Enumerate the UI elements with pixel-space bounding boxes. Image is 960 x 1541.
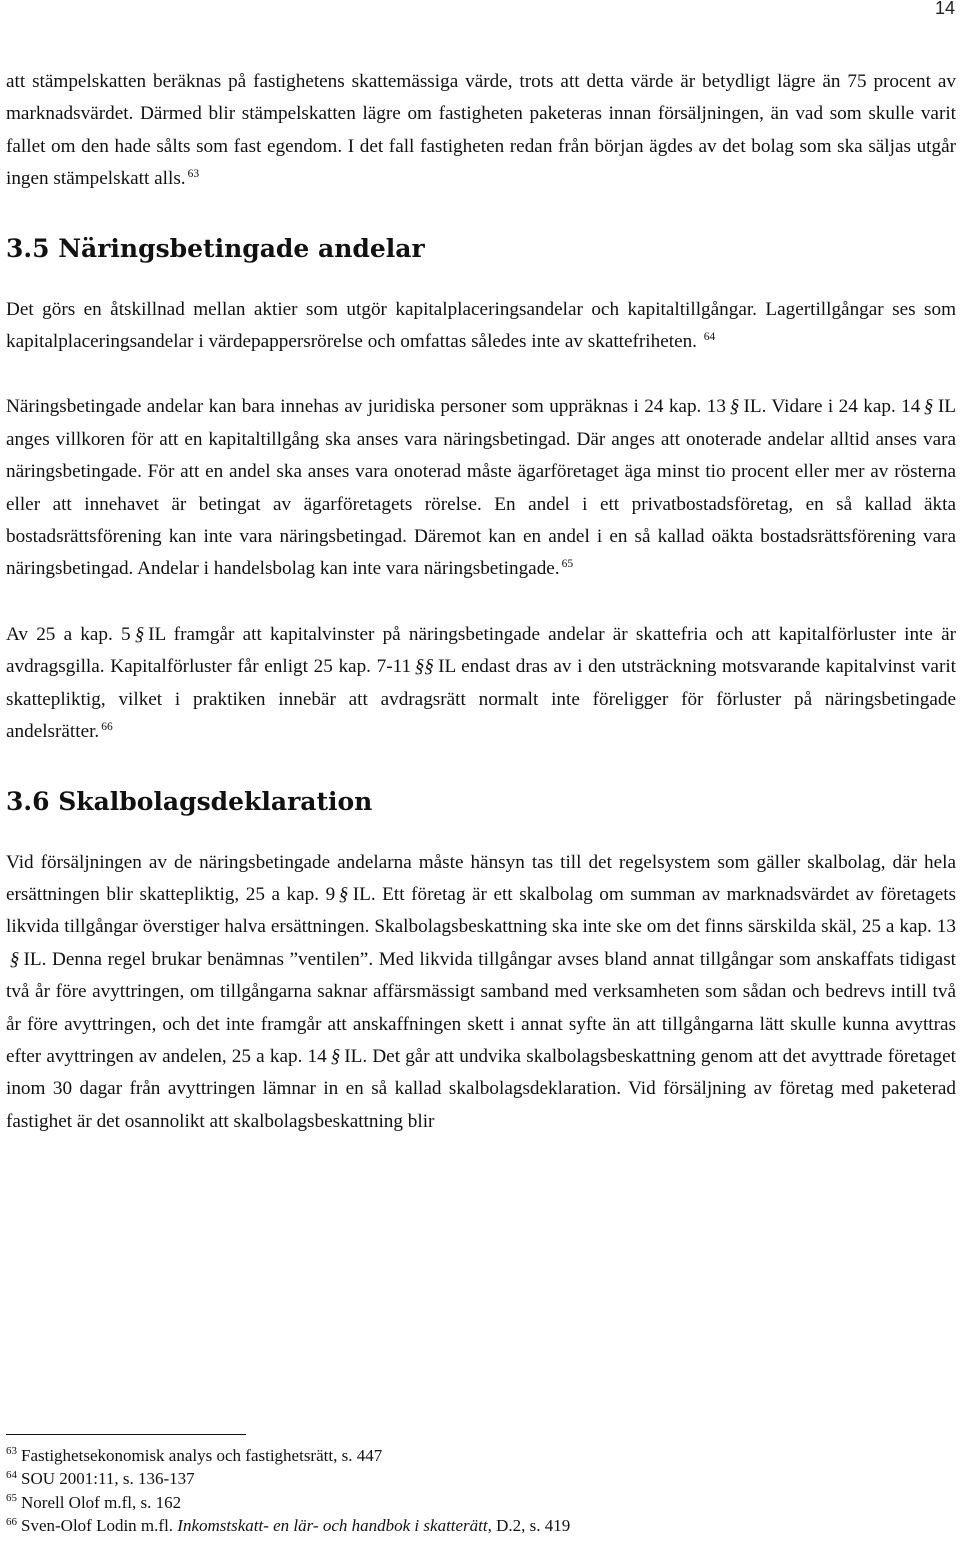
section-heading-3-6: 3.6 Skalbolagsdeklaration — [6, 786, 373, 816]
footnote-64 — [6, 1467, 956, 1490]
paragraph-text: IL. Det går att undvika skalbolagsbeskattning genom att det avyttrade företaget inom 30 dagar från avyttringen lämnar in en så kallad skalbolagsdeklaration. Vid försäljning av företag med paketerad fastighet är det osannolikt att skalbolagsbeskattning blir — [6, 1045, 956, 1132]
paragraph-sign: § — [728, 396, 742, 418]
footnote-66 — [6, 1514, 956, 1537]
footnotes — [6, 1444, 956, 1538]
footnote-number: 65 — [6, 1492, 17, 1505]
paragraph-naringsbetingade — [6, 391, 956, 585]
paragraph-text: Av 25 a kap. 5 — [6, 623, 131, 645]
paragraph-sign: § — [132, 623, 147, 645]
footnote-text: , D.2, s. 419 — [487, 1516, 571, 1536]
paragraph-text: IL framgår att kapitalvinster på näringsbetingade andelar är skattefria och att kapitalförluster inte är avdragsgilla. Kapitalförluster får enligt 25 kap. 7-11 — [6, 623, 956, 678]
paragraph-text: Vid försäljningen av de näringsbetingade andelarna måste hänsyn tas till det regelsystem som gäller skalbolag, där hela ersättningen blir skattepliktig, 25 a kap. 9 — [6, 851, 956, 905]
footnote-text: SOU 2001:11, s. 136-137 — [21, 1469, 195, 1489]
footnote-text: Fastighetsekonomisk analys och fastighetsrätt, s. 447 — [21, 1446, 383, 1465]
page-body — [6, 66, 956, 1138]
footnote-number: 63 — [6, 1445, 17, 1458]
footnote-text: Norell Olof m.fl, s. 162 — [21, 1492, 182, 1512]
page-number: 14 — [934, 0, 955, 18]
paragraph-sign: § — [922, 396, 936, 418]
section-heading-3-5: 3.5 Näringsbetingade andelar — [6, 233, 425, 263]
paragraph-text: IL endast dras av i den utsträckning motsvarande kapitalvinst varit skattepliktig, vilket i praktiken innebär att avdragsrätt normalt inte föreligger för förluster på näringsbetingade andelsrätter. — [6, 656, 957, 743]
footnote-ref-65[interactable]: 65 — [561, 558, 574, 571]
footnote-ref-66[interactable]: 66 — [101, 720, 113, 733]
paragraph-sign: § — [337, 883, 351, 905]
footnote-number: 64 — [6, 1468, 17, 1481]
footnote-book-title: Inkomstskatt- en lär- och handbok i skatterätt — [177, 1516, 488, 1536]
paragraph-text: Näringsbetingade andelar kan bara innehas av juridiska personer som uppräknas i 24 kap. 13 — [6, 396, 726, 418]
paragraph-text: IL. Vidare i 24 kap. 14 — [743, 396, 921, 418]
footnote-65 — [6, 1491, 956, 1514]
paragraph-text: att stämpelskatten beräknas på fastighetens skattemässiga värde, trots att detta värde är betydligt lägre än 75 procent av marknadsvärdet. Därmed blir stämpelskatten lägre om fastigheten paketeras innan försäljningen, än vad som skulle varit fallet om den hade sålts som fast egendom. I det fall fastigheten redan från början ägdes av det bolag som ska säljas utgår ingen stämpelskatt alls. — [6, 71, 956, 190]
double-paragraph-sign: §§ — [413, 656, 437, 678]
paragraph-skalbolag — [6, 847, 956, 1139]
footnote-divider — [6, 1434, 246, 1435]
footnote-63 — [6, 1444, 956, 1467]
paragraph-kapitalplacering — [6, 294, 956, 359]
paragraph-text: IL. Ett företag är ett skalbolag om summan av marknadsvärdet av företagets likvida tillgångar överstiger halva ersättningen. Skalbolagsbeskattning ska inte ske om det finns särskilda skäl, 25 a kap. 13 — [6, 883, 957, 938]
paragraph-sign: § — [329, 1045, 343, 1067]
paragraph-text: IL. Denna regel brukar benämnas ”ventilen”. Med likvida tillgångar avses bland annat tillgångar som anskaffats tidigast två år före avyttringen, om tillgångarna saknar affärsmässigt samband med verksamheten som sådan och bedrevs intill två år före avyttringen, och det inte framgår att anskaffningen skett i annat syfte än att tillgångarna lätt skulle kunna avyttras efter avyttringen av andelen, 25 a kap. 14 — [6, 948, 956, 1067]
paragraph-kapitalvinster — [6, 619, 956, 749]
footnote-ref-64[interactable]: 64 — [703, 330, 716, 343]
footnote-text: Sven-Olof Lodin m.fl. — [21, 1516, 178, 1536]
paragraph-text: IL anges villkoren för att en kapitaltillgång ska anses vara näringsbetingad. Där anges att onoterade andelar alltid anses vara näringsbetingade. För att en andel ska anses vara onoterad måste ägarföretaget äga minst tio procent eller mer av rösterna eller att innehavet är betingat av ägarföretagets rörelse. En andel i ett privatbostadsföretag, en så kallad äkta bostadsrättsförening kan inte vara näringsbetingad. Däremot kan en andel i en så kallad oäkta bostadsrättsförening vara näringsbetingad. Andelar i handelsbolag kan inte vara näringsbetingade. — [6, 396, 956, 580]
footnote-ref-63[interactable]: 63 — [187, 167, 200, 180]
paragraph-sign: § — [8, 948, 22, 970]
footnote-number: 66 — [6, 1515, 17, 1528]
paragraph-stampelskatt — [6, 66, 956, 196]
paragraph-text: Det görs en åtskillnad mellan aktier som utgör kapitalplaceringsandelar och kapitaltillgångar. Lagertillgångar ses som kapitalplaceringsandelar i värdepappersrörelse och omfattas således inte av skattefriheten. — [6, 298, 956, 353]
